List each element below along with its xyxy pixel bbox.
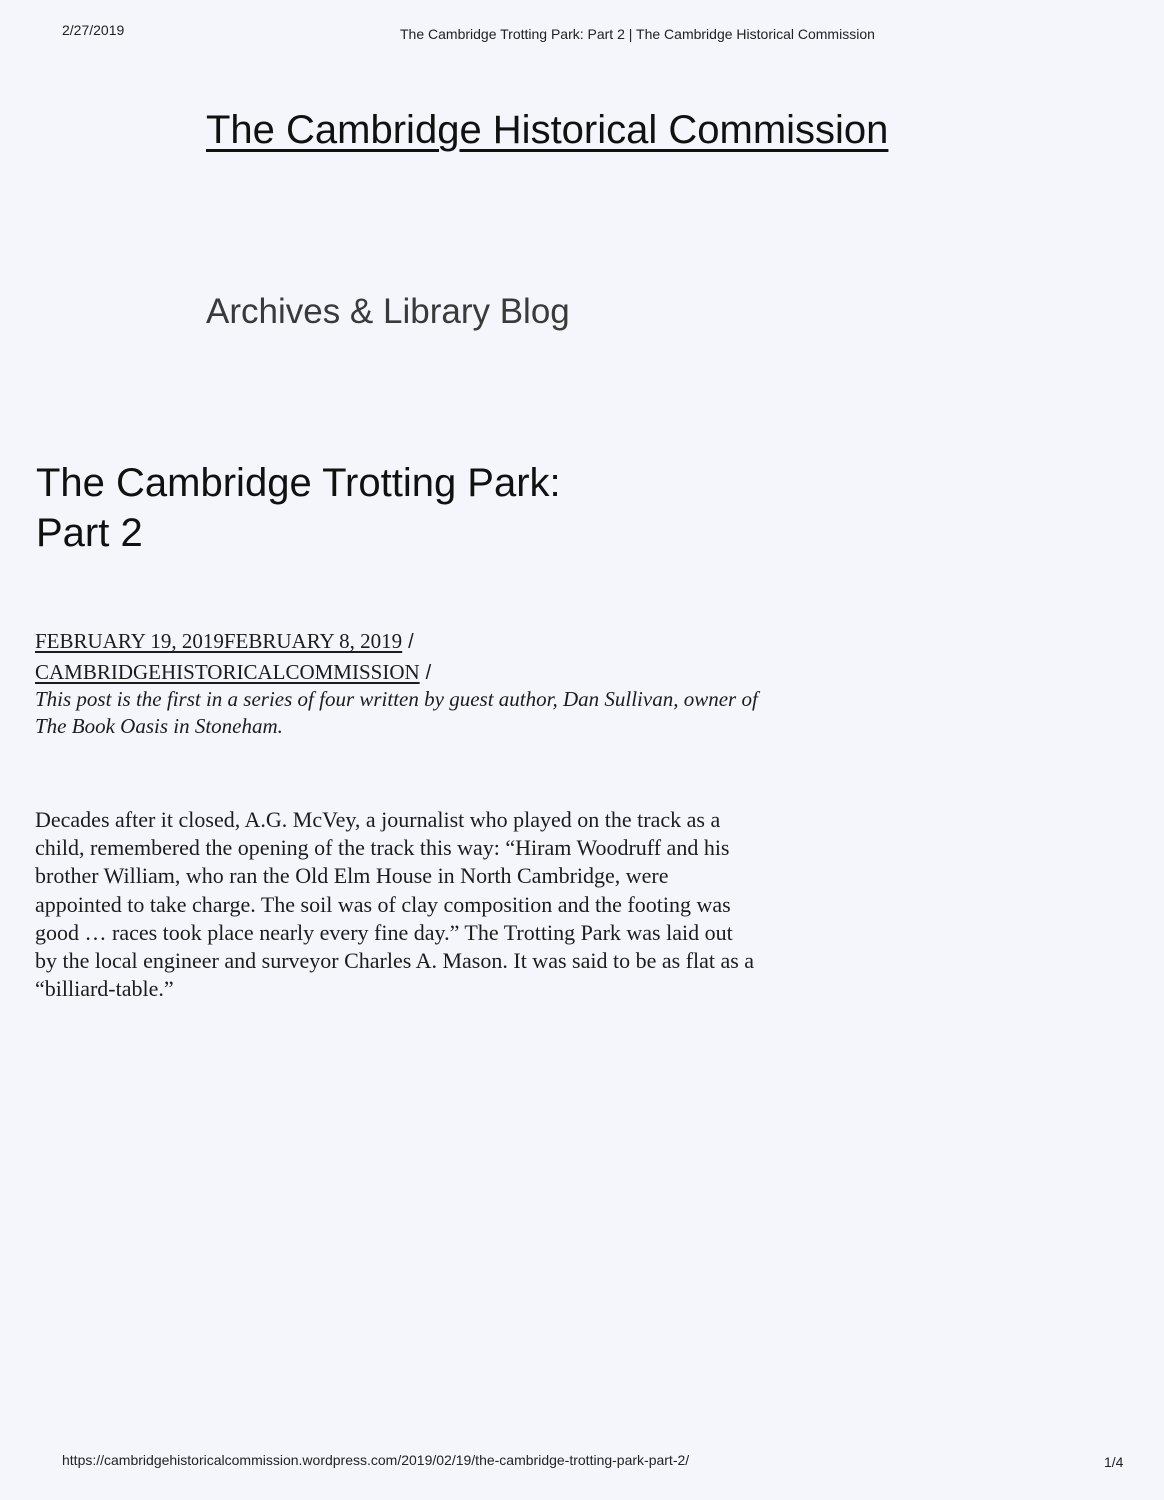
post-meta (35, 626, 755, 688)
site-title-link[interactable]: The Cambridge Historical Commission (206, 108, 889, 152)
print-page-title: The Cambridge Trotting Park: Part 2 | The Cambridge Historical Commission (400, 26, 875, 42)
site-tagline: Archives & Library Blog (206, 292, 570, 331)
print-page-number: 1/4 (1104, 1454, 1124, 1470)
post-title (36, 458, 736, 558)
post-title-line1: The Cambridge Trotting Park: (36, 461, 561, 505)
post-body-paragraph: Decades after it closed, A.G. McVey, a journalist who played on the track as a child, remembered the opening of the track this way: “Hiram Woodruff and his brother William, who ran the Old Elm House in North Cambridge, were appointed to take charge. The soil was of clay composition and the footing was good … races took place nearly every fine day.” The Trotting Park was laid out by the local engineer and surveyor Charles A. Mason. It was said to be as flat as a “billiard-table.” (35, 807, 755, 1002)
print-date: 2/27/2019 (62, 22, 125, 38)
meta-separator: / (408, 631, 414, 653)
meta-separator: / (425, 662, 432, 684)
post-date-link[interactable]: FEBRUARY 19, 2019FEBRUARY 8, 2019 (35, 629, 403, 653)
post-intro: This post is the first in a series of four written by guest author, Dan Sullivan, owner of The Book Oasis in Stoneham. (35, 687, 758, 738)
print-url: https://cambridgehistoricalcommission.wordpress.com/2019/02/19/the-cambridge-trotting-park-part-2/ (62, 1452, 690, 1468)
post-author-link[interactable]: CAMBRIDGEHISTORICALCOMMISSION (35, 660, 420, 684)
post-title-line2: Part 2 (36, 511, 143, 555)
